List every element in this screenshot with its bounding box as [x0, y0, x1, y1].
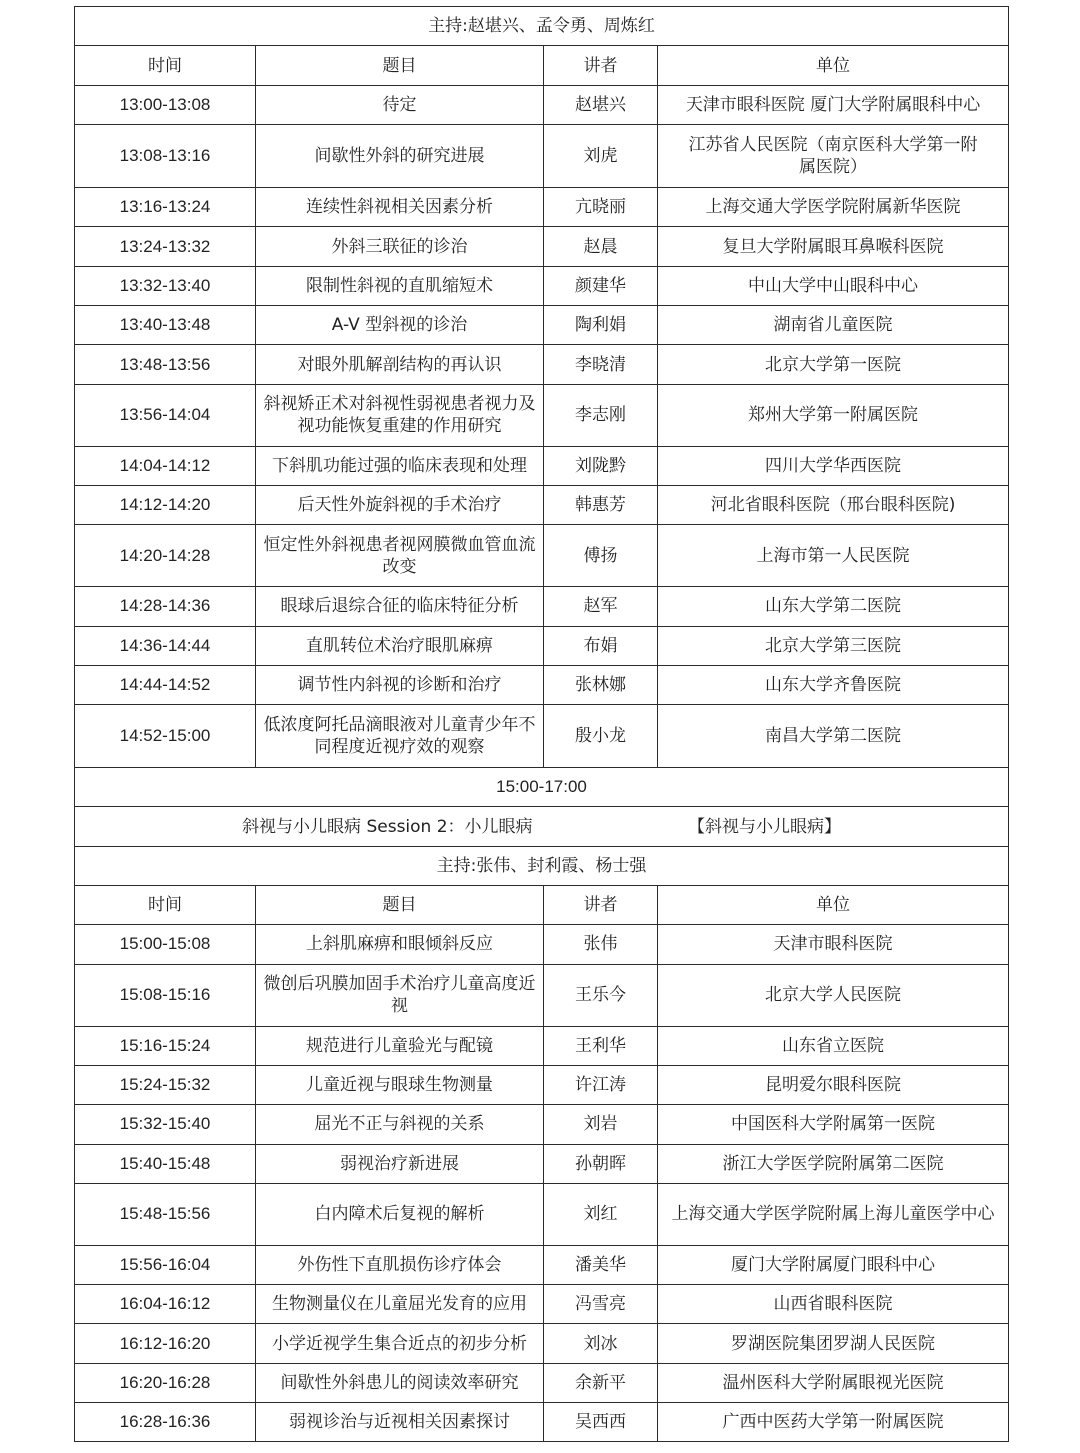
header-speaker: 讲者 — [544, 886, 658, 925]
row-topic: 眼球后退综合征的临床特征分析 — [256, 587, 544, 626]
row-topic: 上斜肌麻痹和眼倾斜反应 — [256, 925, 544, 964]
row-unit: 北京大学人民医院 — [658, 964, 1009, 1026]
row-speaker: 潘美华 — [544, 1245, 658, 1284]
row-unit: 天津市眼科医院 厦门大学附属眼科中心 — [658, 85, 1009, 124]
session2-tag: 【斜视与小儿眼病】 — [687, 816, 841, 837]
row-time: 14:36-14:44 — [75, 626, 256, 665]
table-row — [75, 1403, 1009, 1442]
header-speaker: 讲者 — [544, 46, 658, 86]
table-row — [75, 384, 1009, 446]
row-unit: 山东大学齐鲁医院 — [658, 665, 1009, 704]
table-row — [75, 1324, 1009, 1363]
row-time: 15:40-15:48 — [75, 1144, 256, 1183]
table-row — [75, 85, 1009, 124]
header-time: 时间 — [75, 46, 256, 86]
row-speaker: 刘红 — [544, 1183, 658, 1245]
row-speaker: 王利华 — [544, 1026, 658, 1065]
table-row — [75, 964, 1009, 1026]
row-topic: 待定 — [256, 85, 544, 124]
row-speaker: 陶利娟 — [544, 306, 658, 345]
row-time: 16:04-16:12 — [75, 1285, 256, 1324]
row-unit: 山东省立医院 — [658, 1026, 1009, 1065]
row-speaker: 李志刚 — [544, 384, 658, 446]
row-topic: 连续性斜视相关因素分析 — [256, 188, 544, 227]
row-unit: 广西中医药大学第一附属医院 — [658, 1403, 1009, 1442]
row-speaker: 颜建华 — [544, 266, 658, 305]
row-unit: 四川大学华西医院 — [658, 446, 1009, 485]
row-time: 14:12-14:20 — [75, 485, 256, 524]
row-speaker: 张伟 — [544, 925, 658, 964]
table-row — [75, 1065, 1009, 1104]
row-unit: 江苏省人民医院（南京医科大学第一附属医院） — [658, 125, 1009, 188]
row-speaker: 王乐今 — [544, 964, 658, 1026]
row-time: 16:28-16:36 — [75, 1403, 256, 1442]
row-topic: 调节性内斜视的诊断和治疗 — [256, 665, 544, 704]
row-time: 13:40-13:48 — [75, 306, 256, 345]
table-row — [75, 1144, 1009, 1183]
table-row — [75, 525, 1009, 587]
row-topic: 儿童近视与眼球生物测量 — [256, 1065, 544, 1104]
row-speaker: 殷小龙 — [544, 705, 658, 768]
session1-hosts: 主持:赵堪兴、孟令勇、周炼红 — [75, 7, 1009, 46]
session2-title-cell — [75, 807, 1009, 846]
row-unit: 北京大学第一医院 — [658, 345, 1009, 384]
row-speaker: 刘陇黔 — [544, 446, 658, 485]
row-time: 13:56-14:04 — [75, 384, 256, 446]
row-topic: 规范进行儿童验光与配镜 — [256, 1026, 544, 1065]
session-time: 15:00-17:00 — [75, 768, 1009, 807]
session1-header-row — [75, 46, 1009, 86]
row-time: 15:56-16:04 — [75, 1245, 256, 1284]
session2-title-row — [75, 807, 1009, 846]
row-unit: 罗湖医院集团罗湖人民医院 — [658, 1324, 1009, 1363]
table-row — [75, 587, 1009, 626]
header-time: 时间 — [75, 886, 256, 925]
row-speaker: 李晓清 — [544, 345, 658, 384]
row-speaker: 余新平 — [544, 1363, 658, 1402]
row-speaker: 许江涛 — [544, 1065, 658, 1104]
table-row — [75, 1105, 1009, 1144]
row-time: 14:44-14:52 — [75, 665, 256, 704]
row-topic: 外伤性下直肌损伤诊疗体会 — [256, 1245, 544, 1284]
row-speaker: 刘岩 — [544, 1105, 658, 1144]
row-topic: 外斜三联征的诊治 — [256, 227, 544, 266]
row-unit: 河北省眼科医院（邢台眼科医院) — [658, 485, 1009, 524]
table-row — [75, 188, 1009, 227]
row-topic: 后天性外旋斜视的手术治疗 — [256, 485, 544, 524]
row-unit: 昆明爱尔眼科医院 — [658, 1065, 1009, 1104]
session2-hosts-row — [75, 846, 1009, 885]
table-row — [75, 1245, 1009, 1284]
row-topic: 白内障术后复视的解析 — [256, 1183, 544, 1245]
row-topic: 低浓度阿托品滴眼液对儿童青少年不同程度近视疗效的观察 — [256, 705, 544, 768]
row-unit: 浙江大学医学院附属第二医院 — [658, 1144, 1009, 1183]
row-unit: 上海交通大学医学院附属上海儿童医学中心 — [658, 1183, 1009, 1245]
session-time-row — [75, 768, 1009, 807]
row-time: 14:04-14:12 — [75, 446, 256, 485]
row-time: 14:52-15:00 — [75, 705, 256, 768]
row-topic: 弱视诊治与近视相关因素探讨 — [256, 1403, 544, 1442]
row-topic: 间歇性外斜的研究进展 — [256, 125, 544, 188]
table-row — [75, 1183, 1009, 1245]
row-topic: 间歇性外斜患儿的阅读效率研究 — [256, 1363, 544, 1402]
row-unit: 山东大学第二医院 — [658, 587, 1009, 626]
row-topic: 生物测量仪在儿童屈光发育的应用 — [256, 1285, 544, 1324]
row-speaker: 张林娜 — [544, 665, 658, 704]
table-row — [75, 626, 1009, 665]
row-unit: 中山大学中山眼科中心 — [658, 266, 1009, 305]
row-speaker: 刘虎 — [544, 125, 658, 188]
table-row — [75, 1363, 1009, 1402]
row-time: 13:00-13:08 — [75, 85, 256, 124]
row-time: 13:24-13:32 — [75, 227, 256, 266]
schedule-table — [74, 6, 1009, 1442]
row-topic: 下斜肌功能过强的临床表现和处理 — [256, 446, 544, 485]
row-topic: A-V 型斜视的诊治 — [256, 306, 544, 345]
row-speaker: 刘冰 — [544, 1324, 658, 1363]
session1-hosts-row — [75, 7, 1009, 46]
row-time: 13:16-13:24 — [75, 188, 256, 227]
table-row — [75, 125, 1009, 188]
row-topic: 对眼外肌解剖结构的再认识 — [256, 345, 544, 384]
row-topic: 直肌转位术治疗眼肌麻痹 — [256, 626, 544, 665]
row-unit: 湖南省儿童医院 — [658, 306, 1009, 345]
session2-header-row — [75, 886, 1009, 925]
header-unit: 单位 — [658, 886, 1009, 925]
row-speaker: 冯雪亮 — [544, 1285, 658, 1324]
row-time: 13:08-13:16 — [75, 125, 256, 188]
row-speaker: 赵晨 — [544, 227, 658, 266]
row-time: 15:48-15:56 — [75, 1183, 256, 1245]
session2-title: 斜视与小儿眼病 Session 2：小儿眼病 — [242, 816, 533, 837]
table-row — [75, 1285, 1009, 1324]
table-row — [75, 266, 1009, 305]
row-time: 16:20-16:28 — [75, 1363, 256, 1402]
row-unit: 南昌大学第二医院 — [658, 705, 1009, 768]
table-row — [75, 1026, 1009, 1065]
row-speaker: 布娟 — [544, 626, 658, 665]
row-speaker: 吴西西 — [544, 1403, 658, 1442]
row-time: 14:28-14:36 — [75, 587, 256, 626]
table-row — [75, 306, 1009, 345]
row-unit: 北京大学第三医院 — [658, 626, 1009, 665]
row-unit: 中国医科大学附属第一医院 — [658, 1105, 1009, 1144]
row-topic: 屈光不正与斜视的关系 — [256, 1105, 544, 1144]
row-topic: 斜视矫正术对斜视性弱视患者视力及视功能恢复重建的作用研究 — [256, 384, 544, 446]
table-row — [75, 345, 1009, 384]
row-time: 16:12-16:20 — [75, 1324, 256, 1363]
header-topic: 题目 — [256, 886, 544, 925]
row-time: 14:20-14:28 — [75, 525, 256, 587]
header-topic: 题目 — [256, 46, 544, 86]
row-speaker: 韩惠芳 — [544, 485, 658, 524]
row-unit: 上海交通大学医学院附属新华医院 — [658, 188, 1009, 227]
table-row — [75, 925, 1009, 964]
row-unit: 郑州大学第一附属医院 — [658, 384, 1009, 446]
table-row — [75, 665, 1009, 704]
row-time: 15:16-15:24 — [75, 1026, 256, 1065]
table-row — [75, 446, 1009, 485]
row-unit: 复旦大学附属眼耳鼻喉科医院 — [658, 227, 1009, 266]
row-speaker: 亢晓丽 — [544, 188, 658, 227]
row-time: 15:08-15:16 — [75, 964, 256, 1026]
row-unit: 天津市眼科医院 — [658, 925, 1009, 964]
header-unit: 单位 — [658, 46, 1009, 86]
row-unit: 厦门大学附属厦门眼科中心 — [658, 1245, 1009, 1284]
row-speaker: 傅扬 — [544, 525, 658, 587]
row-time: 15:24-15:32 — [75, 1065, 256, 1104]
row-topic: 恒定性外斜视患者视网膜微血管血流改变 — [256, 525, 544, 587]
row-topic: 小学近视学生集合近点的初步分析 — [256, 1324, 544, 1363]
row-speaker: 孙朝晖 — [544, 1144, 658, 1183]
row-topic: 限制性斜视的直肌缩短术 — [256, 266, 544, 305]
row-speaker: 赵堪兴 — [544, 85, 658, 124]
row-unit: 上海市第一人民医院 — [658, 525, 1009, 587]
row-time: 13:48-13:56 — [75, 345, 256, 384]
row-time: 13:32-13:40 — [75, 266, 256, 305]
table-row — [75, 227, 1009, 266]
session2-hosts: 主持:张伟、封利霞、杨士强 — [75, 846, 1009, 885]
table-row — [75, 485, 1009, 524]
row-topic: 弱视治疗新进展 — [256, 1144, 544, 1183]
row-unit: 山西省眼科医院 — [658, 1285, 1009, 1324]
row-time: 15:32-15:40 — [75, 1105, 256, 1144]
row-topic: 微创后巩膜加固手术治疗儿童高度近视 — [256, 964, 544, 1026]
row-unit: 温州医科大学附属眼视光医院 — [658, 1363, 1009, 1402]
table-row — [75, 705, 1009, 768]
row-time: 15:00-15:08 — [75, 925, 256, 964]
row-speaker: 赵军 — [544, 587, 658, 626]
